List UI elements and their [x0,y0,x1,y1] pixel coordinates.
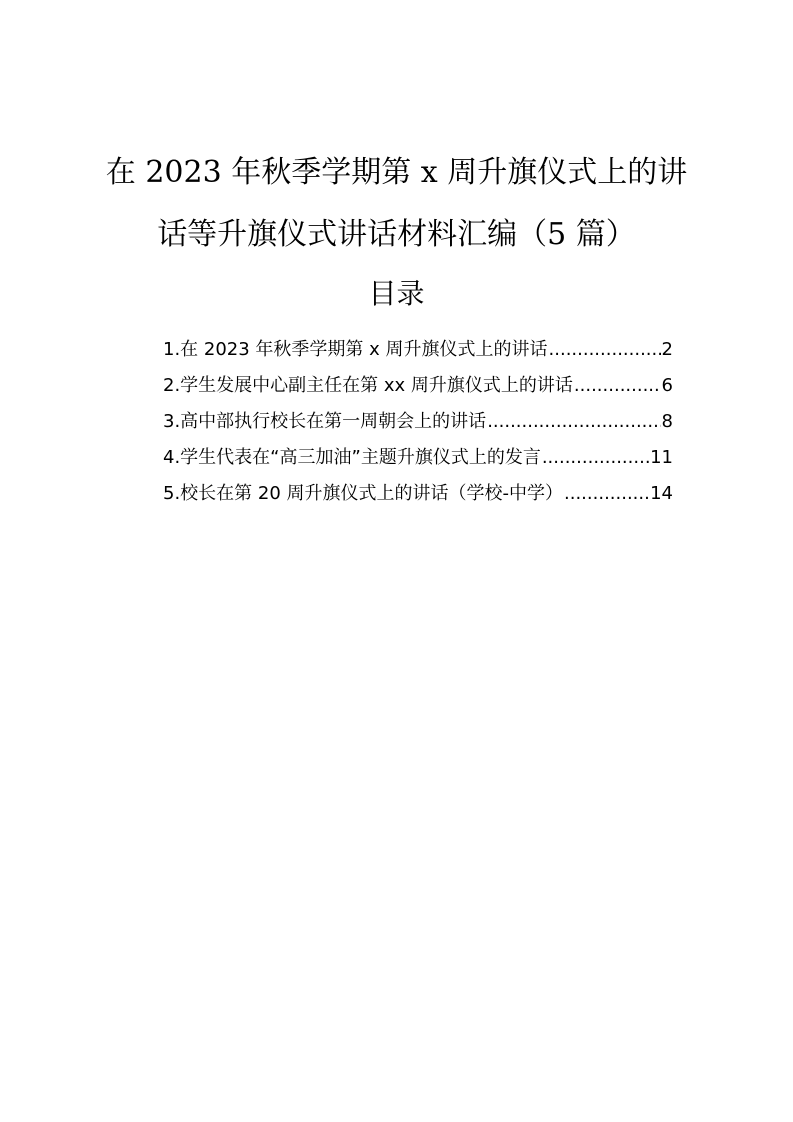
toc-entry-text: 3.高中部执行校长在第一周朝会上的讲话 [163,411,487,432]
toc-dot-leader [549,334,661,366]
toc-entry-text: 5.校长在第 20 周升旗仪式上的讲话（学校-中学） [163,483,564,504]
document-title-line-2: 话等升旗仪式讲话材料汇编（5 篇） [157,217,636,252]
toc-entry-page: 2 [661,339,673,360]
toc-entry-3[interactable] [163,406,673,442]
toc-entry-page: 8 [661,411,673,432]
toc-dot-leader [564,478,649,510]
toc-entry-2[interactable] [163,370,673,406]
toc-entry-page: 14 [650,483,673,504]
toc-entry-5[interactable] [163,478,673,514]
toc-dot-leader [487,406,660,438]
toc-entry-4[interactable] [163,442,673,478]
table-of-contents [163,334,673,514]
document-title [100,142,693,266]
document-title-line-1: 在 2023 年秋季学期第 x 周升旗仪式上的讲 [105,155,688,190]
toc-entry-page: 6 [661,375,673,396]
toc-entry-text: 4.学生代表在“高三加油”主题升旗仪式上的发言 [163,447,541,468]
toc-dot-leader [542,442,649,474]
toc-entry-text: 2.学生发展中心副主任在第 xx 周升旗仪式上的讲话 [163,375,573,396]
toc-heading: 目录 [368,277,425,310]
toc-entry-1[interactable] [163,334,673,370]
toc-entry-text: 1.在 2023 年秋季学期第 x 周升旗仪式上的讲话 [163,339,548,360]
toc-entry-page: 11 [650,447,673,468]
toc-dot-leader [574,370,661,402]
